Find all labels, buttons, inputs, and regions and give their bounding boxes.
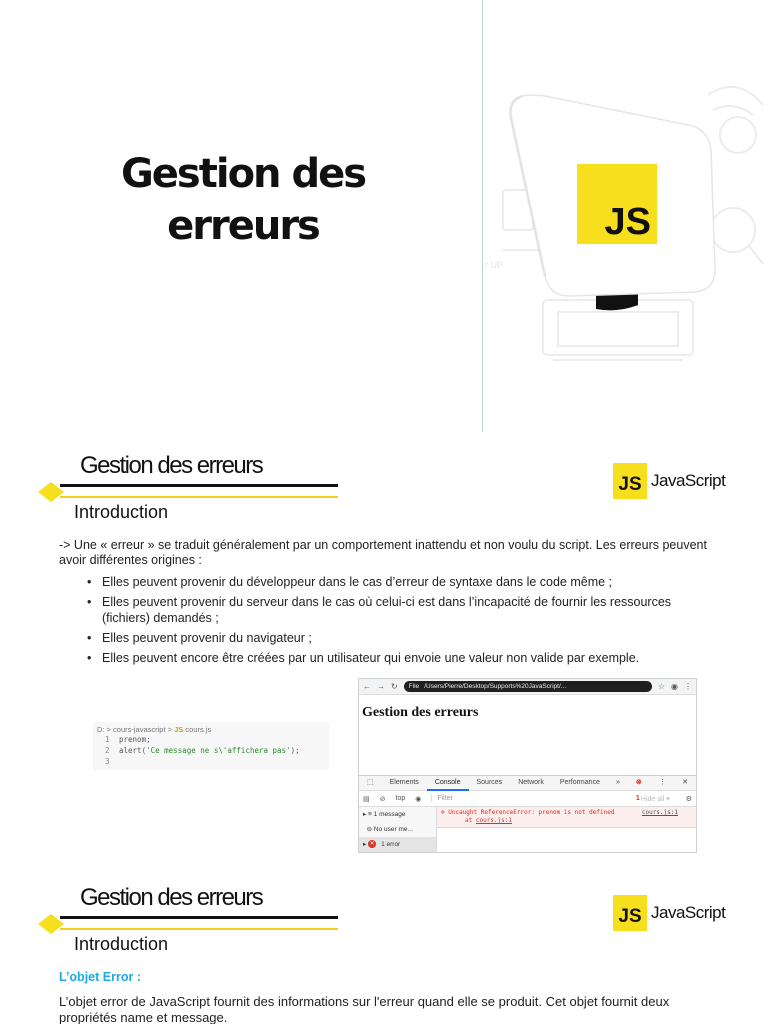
tab-performance: Performance: [559, 779, 600, 786]
eye-icon: ◉: [415, 795, 422, 803]
sidebar-label: 1 error: [381, 841, 401, 848]
console-sidebar: [359, 807, 437, 852]
heading-underline-accent: [60, 496, 338, 498]
error-source-link: cours.js:1: [641, 809, 678, 816]
page-heading: Gestion des erreurs: [362, 705, 479, 720]
slide-title: [40, 148, 446, 252]
heading-underline: [60, 484, 338, 487]
sidebar-item-messages: ▸ ≡ 1 message: [363, 811, 406, 818]
content-slide-2: [0, 864, 768, 1024]
origins-list: [87, 574, 707, 670]
sidebar-label: 1 message: [373, 811, 406, 818]
stack-link: cours.js:1: [475, 817, 512, 824]
tab-console: Console: [427, 775, 469, 791]
intro-paragraph: -> Une « erreur » se traduit généralement par un comportement inattendu et non voulu du script. Les erreurs peuvent avoir différentes origines :: [59, 538, 707, 567]
breadcrumb-file: cours.js: [185, 725, 212, 734]
section-label: L’objet Error :: [59, 970, 141, 984]
title-slide: [0, 0, 768, 432]
console-error-row: [437, 807, 696, 828]
error-icon: ✕: [369, 841, 375, 848]
error-message: Uncaught ReferenceError: prenom is not defined: [448, 809, 615, 816]
reload-icon: ↻: [391, 682, 398, 691]
browser-toolbar: [359, 679, 696, 695]
slide-heading: Gestion des erreurs: [80, 884, 263, 911]
url-text: /Users/Pierre/Desktop/Supports%20JavaScript/...: [424, 683, 567, 690]
menu-icon: ⋮: [684, 682, 692, 691]
js-file-icon: JS: [174, 725, 184, 734]
console-panel: [359, 807, 696, 852]
javascript-wordmark: JavaScript: [651, 903, 726, 922]
tab-network: Network: [518, 779, 544, 786]
sidebar-label: No user me...: [373, 826, 413, 833]
slide-subheading: Introduction: [74, 502, 169, 522]
error-stack: [441, 817, 692, 825]
sidebar-toggle-icon: ▤: [363, 795, 370, 803]
slide-subheading: Introduction: [74, 934, 169, 954]
error-icon: ⊗: [441, 809, 445, 816]
list-item: • Elles peuvent provenir du développeur dans le cas d’erreur de syntaxe dans le code même ;: [87, 574, 707, 590]
list-item: • Elles peuvent provenir du navigateur ;: [87, 630, 707, 646]
breadcrumb-path: D: > cours-javascript >: [97, 725, 173, 734]
slide-heading: Gestion des erreurs: [80, 452, 263, 479]
filter-input: Filter: [431, 795, 511, 802]
title-line-2: erreurs: [167, 203, 319, 249]
svg-text:r UP: r UP: [485, 260, 503, 270]
close-icon: ✕: [682, 779, 688, 786]
line-number: 3: [105, 757, 110, 766]
levels-select: Hide all ▾: [640, 795, 670, 803]
code-text: );: [290, 746, 300, 755]
javascript-wordmark: JavaScript: [651, 471, 726, 490]
forward-icon: →: [377, 682, 385, 691]
context-select: top: [395, 795, 406, 802]
settings-icon: ⚙: [685, 795, 692, 803]
more-tabs-icon: »: [615, 779, 620, 786]
line-number: 1: [105, 735, 110, 744]
code-line: [97, 745, 325, 756]
code-text: alert(: [119, 746, 147, 755]
error-count-badge: ⊗ 1: [635, 779, 642, 802]
console-messages: [437, 807, 696, 852]
js-badge: JS: [613, 463, 647, 499]
console-filter-bar: [359, 791, 696, 807]
code-string: 'Ce message ne s\'affichera pas': [146, 746, 291, 755]
inspect-icon: ⬚: [367, 779, 374, 786]
address-bar: [404, 681, 652, 692]
browser-screenshot: [358, 678, 697, 853]
code-text: prenom;: [119, 735, 151, 744]
js-badge: JS: [613, 895, 647, 931]
sidebar-item-user-messages: ⊖ No user me...: [363, 826, 413, 833]
javascript-logo: [613, 463, 725, 499]
heading-underline-accent: [60, 928, 338, 930]
line-number: 2: [105, 746, 110, 755]
diamond-icon: [38, 482, 64, 502]
extension-icon: ◉: [671, 682, 678, 691]
list-item: • Elles peuvent provenir du serveur dans le cas où celui-ci est dans l’incapacité de fournir les ressources (fichiers) demandés ;: [87, 594, 707, 626]
code-snippet: [93, 722, 329, 770]
code-breadcrumb: [97, 725, 325, 734]
stack-prefix: at: [465, 817, 473, 824]
code-line: [97, 734, 325, 745]
diamond-icon: [38, 914, 64, 934]
heading-underline: [60, 916, 338, 919]
tab-elements: Elements: [389, 779, 419, 786]
list-item: • Elles peuvent encore être créées par un utilisateur qui envoie une valeur non valide par exemple.: [87, 650, 707, 666]
javascript-logo: [613, 895, 725, 931]
file-label: File: [408, 683, 420, 690]
content-slide-1: [0, 432, 768, 864]
clear-icon: ⊘: [379, 795, 386, 803]
devtools-menu-icon: ⋮: [659, 779, 667, 786]
star-icon: ☆: [657, 682, 666, 691]
back-icon: ←: [363, 682, 371, 691]
js-illustration: [483, 0, 768, 380]
code-line: [97, 756, 325, 767]
tab-sources: Sources: [476, 779, 503, 786]
section-paragraph: L’objet error de JavaScript fournit des informations sur l'erreur quand elle se produit. Cet objet fournit deux propriétés name et message.: [59, 994, 670, 1024]
title-line-1: Gestion des: [120, 151, 366, 197]
js-logo-text: JS: [604, 201, 651, 243]
sidebar-item-errors: ▸ ✕ 1 error: [359, 837, 436, 852]
